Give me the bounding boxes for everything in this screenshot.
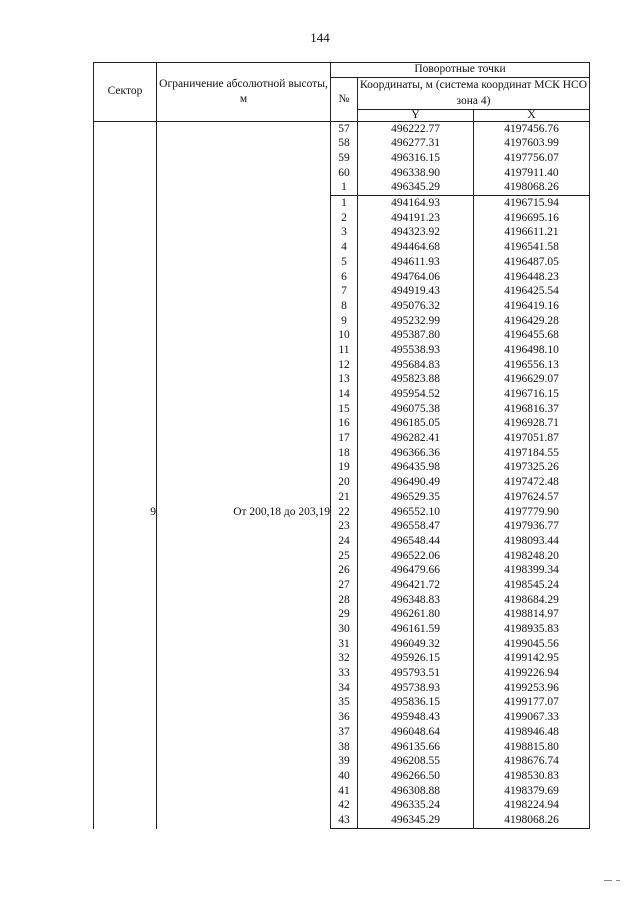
x-coordinate-cell: 4196629.07 (474, 373, 590, 388)
point-number-cell: 2 (331, 211, 358, 226)
x-coordinate-cell: 4198815.80 (474, 740, 590, 755)
y-coordinate-cell: 496075.38 (358, 402, 474, 417)
y-coordinate-cell: 496548.44 (358, 534, 474, 549)
y-coordinate-cell: 496261.80 (358, 608, 474, 623)
x-coordinate-cell: 4196816.37 (474, 402, 590, 417)
scan-mark (604, 880, 612, 881)
y-coordinate-cell: 496048.64 (358, 725, 474, 740)
point-number-cell: 57 (331, 122, 358, 137)
y-coordinate-cell: 494764.06 (358, 270, 474, 285)
point-number-cell: 9 (331, 314, 358, 329)
header-altitude-limit: Ограничение абсолютной высоты, м (157, 63, 331, 122)
point-number-cell: 1 (331, 181, 358, 196)
y-coordinate-cell: 496366.36 (358, 446, 474, 461)
point-number-cell: 16 (331, 417, 358, 432)
x-coordinate-cell: 4196498.10 (474, 343, 590, 358)
scan-mark (616, 880, 620, 881)
y-coordinate-cell: 496277.31 (358, 137, 474, 152)
x-coordinate-cell: 4196487.05 (474, 255, 590, 270)
point-number-cell: 23 (331, 520, 358, 535)
point-number-cell: 41 (331, 784, 358, 799)
x-coordinate-cell: 4196429.28 (474, 314, 590, 329)
y-coordinate-cell: 495793.51 (358, 666, 474, 681)
y-coordinate-cell: 496529.35 (358, 490, 474, 505)
x-coordinate-cell: 4197603.99 (474, 137, 590, 152)
header-turning-points: Поворотные точки (331, 63, 590, 78)
x-coordinate-cell: 4199177.07 (474, 696, 590, 711)
x-coordinate-cell: 4198248.20 (474, 549, 590, 564)
sector-cell (94, 122, 157, 196)
y-coordinate-cell: 495076.32 (358, 299, 474, 314)
point-number-cell: 11 (331, 343, 358, 358)
point-number-cell: 28 (331, 593, 358, 608)
x-coordinate-cell: 4197756.07 (474, 151, 590, 166)
table-row (94, 122, 590, 137)
point-number-cell: 17 (331, 431, 358, 446)
x-coordinate-cell: 4197184.55 (474, 446, 590, 461)
x-coordinate-cell: 4196556.13 (474, 358, 590, 373)
x-coordinate-cell: 4197472.48 (474, 476, 590, 491)
x-coordinate-cell: 4198676.74 (474, 755, 590, 770)
point-number-cell: 10 (331, 329, 358, 344)
table-header (94, 63, 590, 122)
point-number-cell: 15 (331, 402, 358, 417)
x-coordinate-cell: 4198545.24 (474, 578, 590, 593)
point-number-cell: 14 (331, 387, 358, 402)
x-coordinate-cell: 4196611.21 (474, 226, 590, 241)
y-coordinate-cell: 494464.68 (358, 241, 474, 256)
y-coordinate-cell: 495823.88 (358, 373, 474, 388)
point-number-cell: 37 (331, 725, 358, 740)
sector-cell: 9 (94, 196, 157, 829)
y-coordinate-cell: 494919.43 (358, 285, 474, 300)
y-coordinate-cell: 495836.15 (358, 696, 474, 711)
altitude-limit-cell (157, 122, 331, 196)
x-coordinate-cell: 4197456.76 (474, 122, 590, 137)
header-x: X (474, 110, 590, 122)
y-coordinate-cell: 495948.43 (358, 711, 474, 726)
y-coordinate-cell: 496316.15 (358, 151, 474, 166)
x-coordinate-cell: 4196695.16 (474, 211, 590, 226)
page-number: 144 (310, 30, 330, 45)
x-coordinate-cell: 4199067.33 (474, 711, 590, 726)
y-coordinate-cell: 496049.32 (358, 637, 474, 652)
point-number-cell: 5 (331, 255, 358, 270)
point-number-cell: 31 (331, 637, 358, 652)
x-coordinate-cell: 4198093.44 (474, 534, 590, 549)
coordinates-table (93, 62, 590, 829)
x-coordinate-cell: 4198399.34 (474, 564, 590, 579)
y-coordinate-cell: 495538.93 (358, 343, 474, 358)
sector-group (94, 122, 590, 196)
y-coordinate-cell: 495954.52 (358, 387, 474, 402)
point-number-cell: 19 (331, 461, 358, 476)
x-coordinate-cell: 4196541.58 (474, 241, 590, 256)
y-coordinate-cell: 496348.83 (358, 593, 474, 608)
y-coordinate-cell: 496338.90 (358, 166, 474, 181)
header-point-number: № (331, 78, 358, 122)
x-coordinate-cell: 4196928.71 (474, 417, 590, 432)
y-coordinate-cell: 496345.29 (358, 813, 474, 828)
y-coordinate-cell: 496266.50 (358, 769, 474, 784)
point-number-cell: 1 (331, 196, 358, 211)
y-coordinate-cell: 496522.06 (358, 549, 474, 564)
point-number-cell: 60 (331, 166, 358, 181)
header-coordinates: Координаты, м (система координат МСК НСО зона 4) (358, 78, 590, 110)
y-coordinate-cell: 496335.24 (358, 799, 474, 814)
y-coordinate-cell: 496161.59 (358, 622, 474, 637)
point-number-cell: 8 (331, 299, 358, 314)
point-number-cell: 32 (331, 652, 358, 667)
point-number-cell: 21 (331, 490, 358, 505)
point-number-cell: 18 (331, 446, 358, 461)
x-coordinate-cell: 4197325.26 (474, 461, 590, 476)
y-coordinate-cell: 496185.05 (358, 417, 474, 432)
x-coordinate-cell: 4198068.26 (474, 181, 590, 196)
x-coordinate-cell: 4198068.26 (474, 813, 590, 828)
sector-group (94, 196, 590, 829)
point-number-cell: 25 (331, 549, 358, 564)
y-coordinate-cell: 496421.72 (358, 578, 474, 593)
y-coordinate-cell: 494191.23 (358, 211, 474, 226)
header-sector: Сектор (94, 63, 157, 122)
y-coordinate-cell: 496282.41 (358, 431, 474, 446)
y-coordinate-cell: 496135.66 (358, 740, 474, 755)
y-coordinate-cell: 495387.80 (358, 329, 474, 344)
point-number-cell: 38 (331, 740, 358, 755)
x-coordinate-cell: 4196448.23 (474, 270, 590, 285)
y-coordinate-cell: 496552.10 (358, 505, 474, 520)
point-number-cell: 6 (331, 270, 358, 285)
point-number-cell: 58 (331, 137, 358, 152)
point-number-cell: 40 (331, 769, 358, 784)
point-number-cell: 29 (331, 608, 358, 623)
y-coordinate-cell: 496308.88 (358, 784, 474, 799)
y-coordinate-cell: 495738.93 (358, 681, 474, 696)
point-number-cell: 26 (331, 564, 358, 579)
x-coordinate-cell: 4198935.83 (474, 622, 590, 637)
x-coordinate-cell: 4199226.94 (474, 666, 590, 681)
x-coordinate-cell: 4199142.95 (474, 652, 590, 667)
y-coordinate-cell: 496490.49 (358, 476, 474, 491)
x-coordinate-cell: 4198946.48 (474, 725, 590, 740)
altitude-limit-cell: От 200,18 до 203,19 (157, 196, 331, 829)
x-coordinate-cell: 4197911.40 (474, 166, 590, 181)
point-number-cell: 20 (331, 476, 358, 491)
point-number-cell: 7 (331, 285, 358, 300)
x-coordinate-cell: 4196425.54 (474, 285, 590, 300)
x-coordinate-cell: 4198684.29 (474, 593, 590, 608)
y-coordinate-cell: 496208.55 (358, 755, 474, 770)
point-number-cell: 12 (331, 358, 358, 373)
x-coordinate-cell: 4198224.94 (474, 799, 590, 814)
x-coordinate-cell: 4197779.90 (474, 505, 590, 520)
y-coordinate-cell: 495926.15 (358, 652, 474, 667)
point-number-cell: 34 (331, 681, 358, 696)
y-coordinate-cell: 495232.99 (358, 314, 474, 329)
point-number-cell: 22 (331, 505, 358, 520)
y-coordinate-cell: 496345.29 (358, 181, 474, 196)
point-number-cell: 3 (331, 226, 358, 241)
point-number-cell: 33 (331, 666, 358, 681)
point-number-cell: 59 (331, 151, 358, 166)
y-coordinate-cell: 495684.83 (358, 358, 474, 373)
point-number-cell: 4 (331, 241, 358, 256)
x-coordinate-cell: 4197936.77 (474, 520, 590, 535)
point-number-cell: 39 (331, 755, 358, 770)
point-number-cell: 42 (331, 799, 358, 814)
y-coordinate-cell: 496222.77 (358, 122, 474, 137)
point-number-cell: 24 (331, 534, 358, 549)
y-coordinate-cell: 494323.92 (358, 226, 474, 241)
x-coordinate-cell: 4196716.15 (474, 387, 590, 402)
y-coordinate-cell: 496435.98 (358, 461, 474, 476)
table-row (94, 196, 590, 211)
x-coordinate-cell: 4197051.87 (474, 431, 590, 446)
x-coordinate-cell: 4198530.83 (474, 769, 590, 784)
y-coordinate-cell: 496558.47 (358, 520, 474, 535)
x-coordinate-cell: 4198814.97 (474, 608, 590, 623)
x-coordinate-cell: 4196715.94 (474, 196, 590, 211)
point-number-cell: 36 (331, 711, 358, 726)
x-coordinate-cell: 4196419.16 (474, 299, 590, 314)
x-coordinate-cell: 4197624.57 (474, 490, 590, 505)
x-coordinate-cell: 4199253.96 (474, 681, 590, 696)
point-number-cell: 13 (331, 373, 358, 388)
point-number-cell: 43 (331, 813, 358, 828)
point-number-cell: 35 (331, 696, 358, 711)
y-coordinate-cell: 494164.93 (358, 196, 474, 211)
x-coordinate-cell: 4199045.56 (474, 637, 590, 652)
y-coordinate-cell: 494611.93 (358, 255, 474, 270)
point-number-cell: 30 (331, 622, 358, 637)
x-coordinate-cell: 4196455.68 (474, 329, 590, 344)
x-coordinate-cell: 4198379.69 (474, 784, 590, 799)
y-coordinate-cell: 496479.66 (358, 564, 474, 579)
point-number-cell: 27 (331, 578, 358, 593)
header-y: Y (358, 110, 474, 122)
